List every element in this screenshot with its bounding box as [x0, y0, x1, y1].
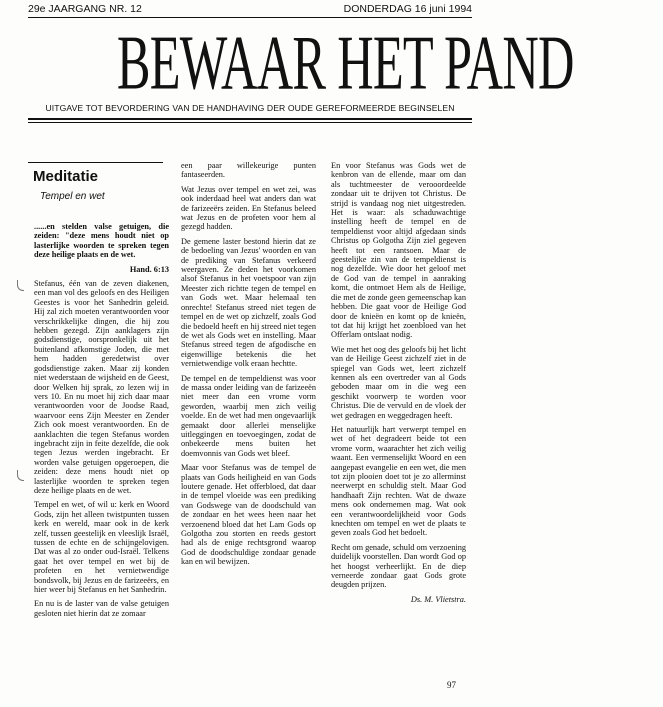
paragraph: Stefanus, één van de zeven diakenen, een man vol des geloofs en des Heiligen Geestes is voor het Sanhedrin geleid. Hij zal zich moeten verantwoorden voor verschrikkelijke dingen, die hij zou hebben gezegd. Zijn aanklagers zijn godsdienstige, oorspronkelijk uit het buitenland afkomstige Joden, die met hem hadden geredetwist over godsdienstige zaken. Maar zij konden niet wederstaan de wijsheid en de Geest, door Welken hij sprak, zo lezen wij in vers 10. En nu moet hij zich daar maar verantwoorden voor de Joodse Raad, waarvoor eens Zijn Meester en Zender Zich ook moest verantwoorden. En de aanklachten die tegen Stefanus worden ingebracht zijn in feite dezelfde, die ook tegen Jezus werden ingebracht. Er worden valse getuigen opgeroepen, die zeiden: deze mens houdt niet op lasterlijke woorden te spreken tegen deze heilige plaats en de wet. [34, 279, 169, 495]
margin-mark [17, 470, 24, 481]
margin-mark [17, 280, 24, 291]
divider [28, 122, 472, 123]
column-1 [34, 222, 169, 623]
scripture-quote: ......en stelden valse getuigen, die zeiden: "deze mens houdt niet op lasterlijke woorden te spreken tegen deze heilige plaats en de wet. [34, 222, 169, 260]
masthead-title: BEWAAR HET PAND [116, 21, 574, 106]
paragraph: Recht om genade, schuld om verzoening duidelijk voorstellen. Dan wordt God op het hoogst verheerlijkt. En de diep verneerde zondaar gaat Gods grote deugden prijzen. [331, 542, 467, 590]
masthead-subtitle: UITGAVE TOT BEVORDERING VAN DE HANDHAVING DER OUDE GEREFORMEERDE BEGINSELEN [45, 103, 455, 113]
paragraph: Het natuurlijk hart verwerpt tempel en wet of het degradeert beide tot een vrome vorm, waarachter het zich veilig waant. Een vermenselijkt Woord en een aangepast evangelie en een wet, die men tot zijn plooien doet tot je zo allerminst neerwerpt en schuldig stelt. Maar God handhaaft Zijn rechten. Wat de dwaze mens ook ondernemen mag. Wat ook een verantwoordelijkheid voor Gods knechten om tempel en wet de plaats te geven zoals God het bedoelt. [331, 424, 466, 538]
paragraph: Wie met het oog des geloofs bij het licht van de Heilige Geest zichzelf ziet in de spiegel van Gods wet, leert zichzelf kennen als een overtreder van al Gods geboden maar om in die weg een geschikt voorwerp te worden voor Christus. Die de vervuld en de vloek der wet gedragen en weggedragen heeft. [331, 344, 466, 420]
page-number: 97 [447, 680, 456, 690]
section-divider [28, 162, 163, 163]
section-title: Meditatie [33, 168, 99, 185]
issue-number: 29e JAARGANG NR. 12 [28, 3, 142, 15]
paragraph: En voor Stefanus was Gods wet de kenbron van de ellende, maar om dan als tuchtmeester de verooordeelde zondaar uit te drijven tot Christus. De strijd is vandaag nog niet uitgestreden. Het is waar: als schaduwachtige instelling heeft de tempel en de tempeldienst voor altijd afgedaan sinds Christus op Golgotha Zijn ziel gegeven heeft tot een rantsoen. Maar de geestelijke zin van de tempeldienst is nog dezelfde. Wie door het geloof met de God van de tempel in aanraking komt, die ontmoet Hem als de Heilige, die met de zonde geen gemeenschap kan hebben. Die gaat voor de Heilige God door de knieën en komt op de knieën, tot dat hij krijgt het zoenbloed van het Offerlam ontslaat nodig. [331, 161, 466, 340]
column-3 [331, 161, 466, 609]
scripture-reference: Hand. 6:13 [129, 264, 169, 274]
divider [28, 118, 472, 120]
column-2 [181, 161, 316, 572]
paragraph: De gemene laster bestond hierin dat ze de bedoeling van Jezus' woorden en van de prediking van Stefanus verkeerd weergaven. Ze deden het voorkomen alsof Stefanus in het voetspoor van zijn Meester zich richtte tegen de tempel en van Gods wet. Maar helemaal ten onrechte! Stefanus streed niet tegen de tempel en de wet op zichzelf, zoals God die bedoeld heeft en hij streed niet tegen de wet als Gods wet en instelling. Maar Stefanus streed tegen de afgodische en eigenwillige betekenis die het vernietwendige volk eraan hechtte. [181, 236, 316, 369]
masthead [28, 19, 574, 106]
paragraph: Tempel en wet, of wil u: kerk en Woord Gods, zijn het alleen twistpunten tussen kerk en wereld, maar ook in de kerk zelf, tussen geestelijk en vleeslijk Israël, tussen de echte en de schijngelovigen. Dat was al zo onder oud-Israël. Telkens gaat het over tempel en wet bij de profeten en het vernietwendige bondsvolk, bij Jezus en de farizeeërs, en hier weer bij Stefanus en het Sanhedrin. [34, 500, 169, 595]
divider [28, 17, 472, 18]
paragraph: De tempel en de tempeldienst was voor de massa onder leiding van de farizeeën niet meer dan een vrome vorm geworden, waarbij men zich veilig voelde. En de wet had men ongevaarlijk gemaakt door allerlei menselijke uitleggingen en toevoegingen, zodat de onbekeerde mens buiten het doemvonnis van Gods wet bleef. [181, 373, 316, 458]
paragraph: En nu is de laster van de valse getuigen gesloten niet hierin dat ze zomaar [34, 599, 169, 618]
article-title: Tempel en wet [40, 191, 105, 202]
issue-date: DONDERDAG 16 juni 1994 [343, 3, 472, 15]
paragraph: Maar voor Stefanus was de tempel de plaats van Gods heiligheid en van Gods loutere genade. Het offerbloed, dat daar in de tempel vloeide was een prediking van Godswege van de doodschuld van de zondaar en het wees heen naar het verzoenend bloed dat het Lam Gods op Golgotha zou storten en reeds gestort had als de enige rechtsgrond waarop God de doodschuldige zondaar genade kan en wil bewijzen. [181, 463, 316, 567]
paragraph: Wat Jezus over tempel en wet zei, was ook inderdaad heel wat anders dan wat de farizeeërs zeiden. En Stefanus beleed wat Jezus en de profeten voor hem al gezegd hadden. [181, 184, 316, 232]
author-signature: Ds. M. Vlietstra. [410, 594, 466, 604]
paragraph: een paar willekeurige punten fantaseerden. [181, 161, 316, 180]
